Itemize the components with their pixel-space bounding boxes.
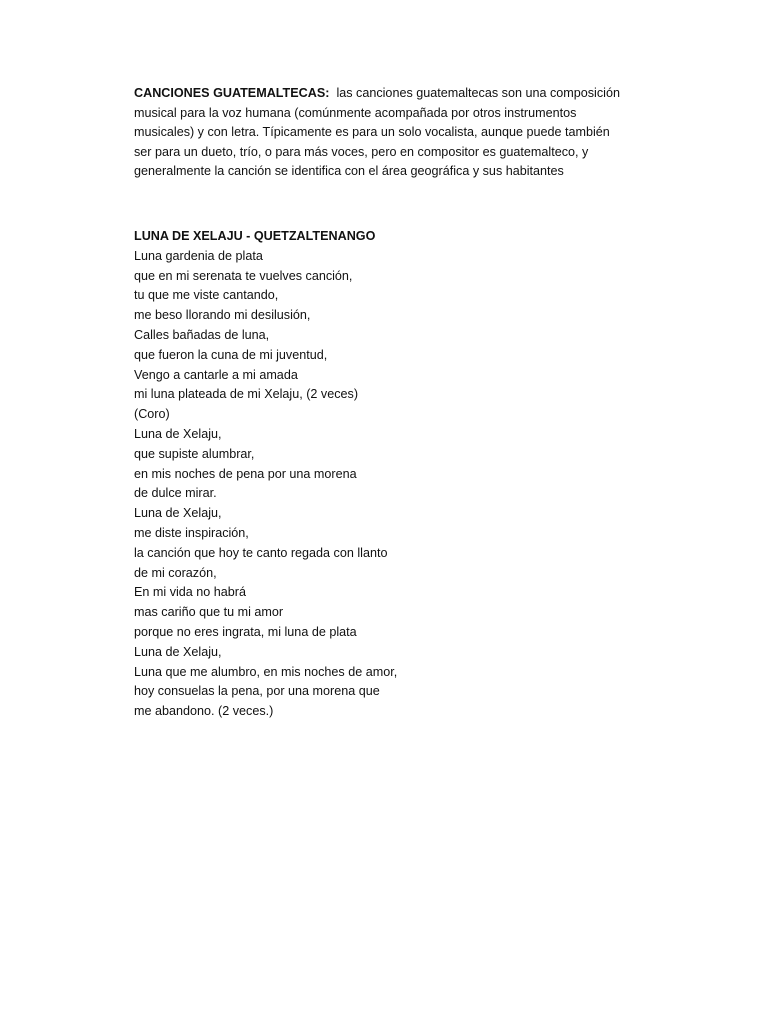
lyric-line: hoy consuelas la pena, por una morena que — [134, 684, 380, 699]
lyric-line: Luna de Xelaju, — [134, 506, 222, 521]
lyric-line: Calles bañadas de luna, — [134, 327, 270, 342]
lyric-line: me abandono. (2 veces.) — [134, 704, 274, 719]
lyric-line: mi luna plateada de mi Xelaju, (2 veces) — [134, 387, 359, 402]
intro-text: las canciones guatemaltecas son una composición musical para la voz humana (comúnmente acompañada por otros instrumentos musicales) y con letra. Típicamente es para un solo vocalista, aunque puede también ser para un dueto, trío, o para más voces, pero en compositor es guatemalteco, y generalmente la canción se identifica con el área geográfica y sus habitantes — [134, 86, 620, 179]
lyric-line: mas cariño que tu mi amor — [134, 605, 284, 620]
song-title: LUNA DE XELAJU - QUETZALTENANGO — [134, 229, 376, 243]
lyric-line: Luna que me alumbro, en mis noches de amor, — [134, 664, 398, 679]
lyric-line: (Coro) — [134, 407, 170, 422]
lyric-line: que en mi serenata te vuelves canción, — [134, 268, 353, 283]
lyric-line: de mi corazón, — [134, 565, 217, 580]
lyrics-list — [134, 247, 614, 722]
lyric-line: En mi vida no habrá — [134, 585, 247, 600]
song-section — [134, 227, 614, 722]
intro-paragraph — [134, 84, 624, 182]
lyric-line: que fueron la cuna de mi juventud, — [134, 347, 328, 362]
lyric-line: que supiste alumbrar, — [134, 446, 255, 461]
lyric-line: de dulce mirar. — [134, 486, 217, 501]
lyric-line: la canción que hoy te canto regada con llanto — [134, 545, 388, 560]
lyric-line: Luna de Xelaju, — [134, 644, 222, 659]
lyric-line: Luna de Xelaju, — [134, 426, 222, 441]
lyric-line: en mis noches de pena por una morena — [134, 466, 357, 481]
intro-heading: CANCIONES GUATEMALTECAS: — [134, 86, 330, 100]
lyric-line: tu que me viste cantando, — [134, 288, 279, 303]
lyric-line: me diste inspiración, — [134, 525, 249, 540]
lyric-line: Luna gardenia de plata — [134, 248, 263, 263]
lyric-line: me beso llorando mi desilusión, — [134, 308, 311, 323]
lyric-line: Vengo a cantarle a mi amada — [134, 367, 298, 382]
lyric-line: porque no eres ingrata, mi luna de plata — [134, 624, 357, 639]
